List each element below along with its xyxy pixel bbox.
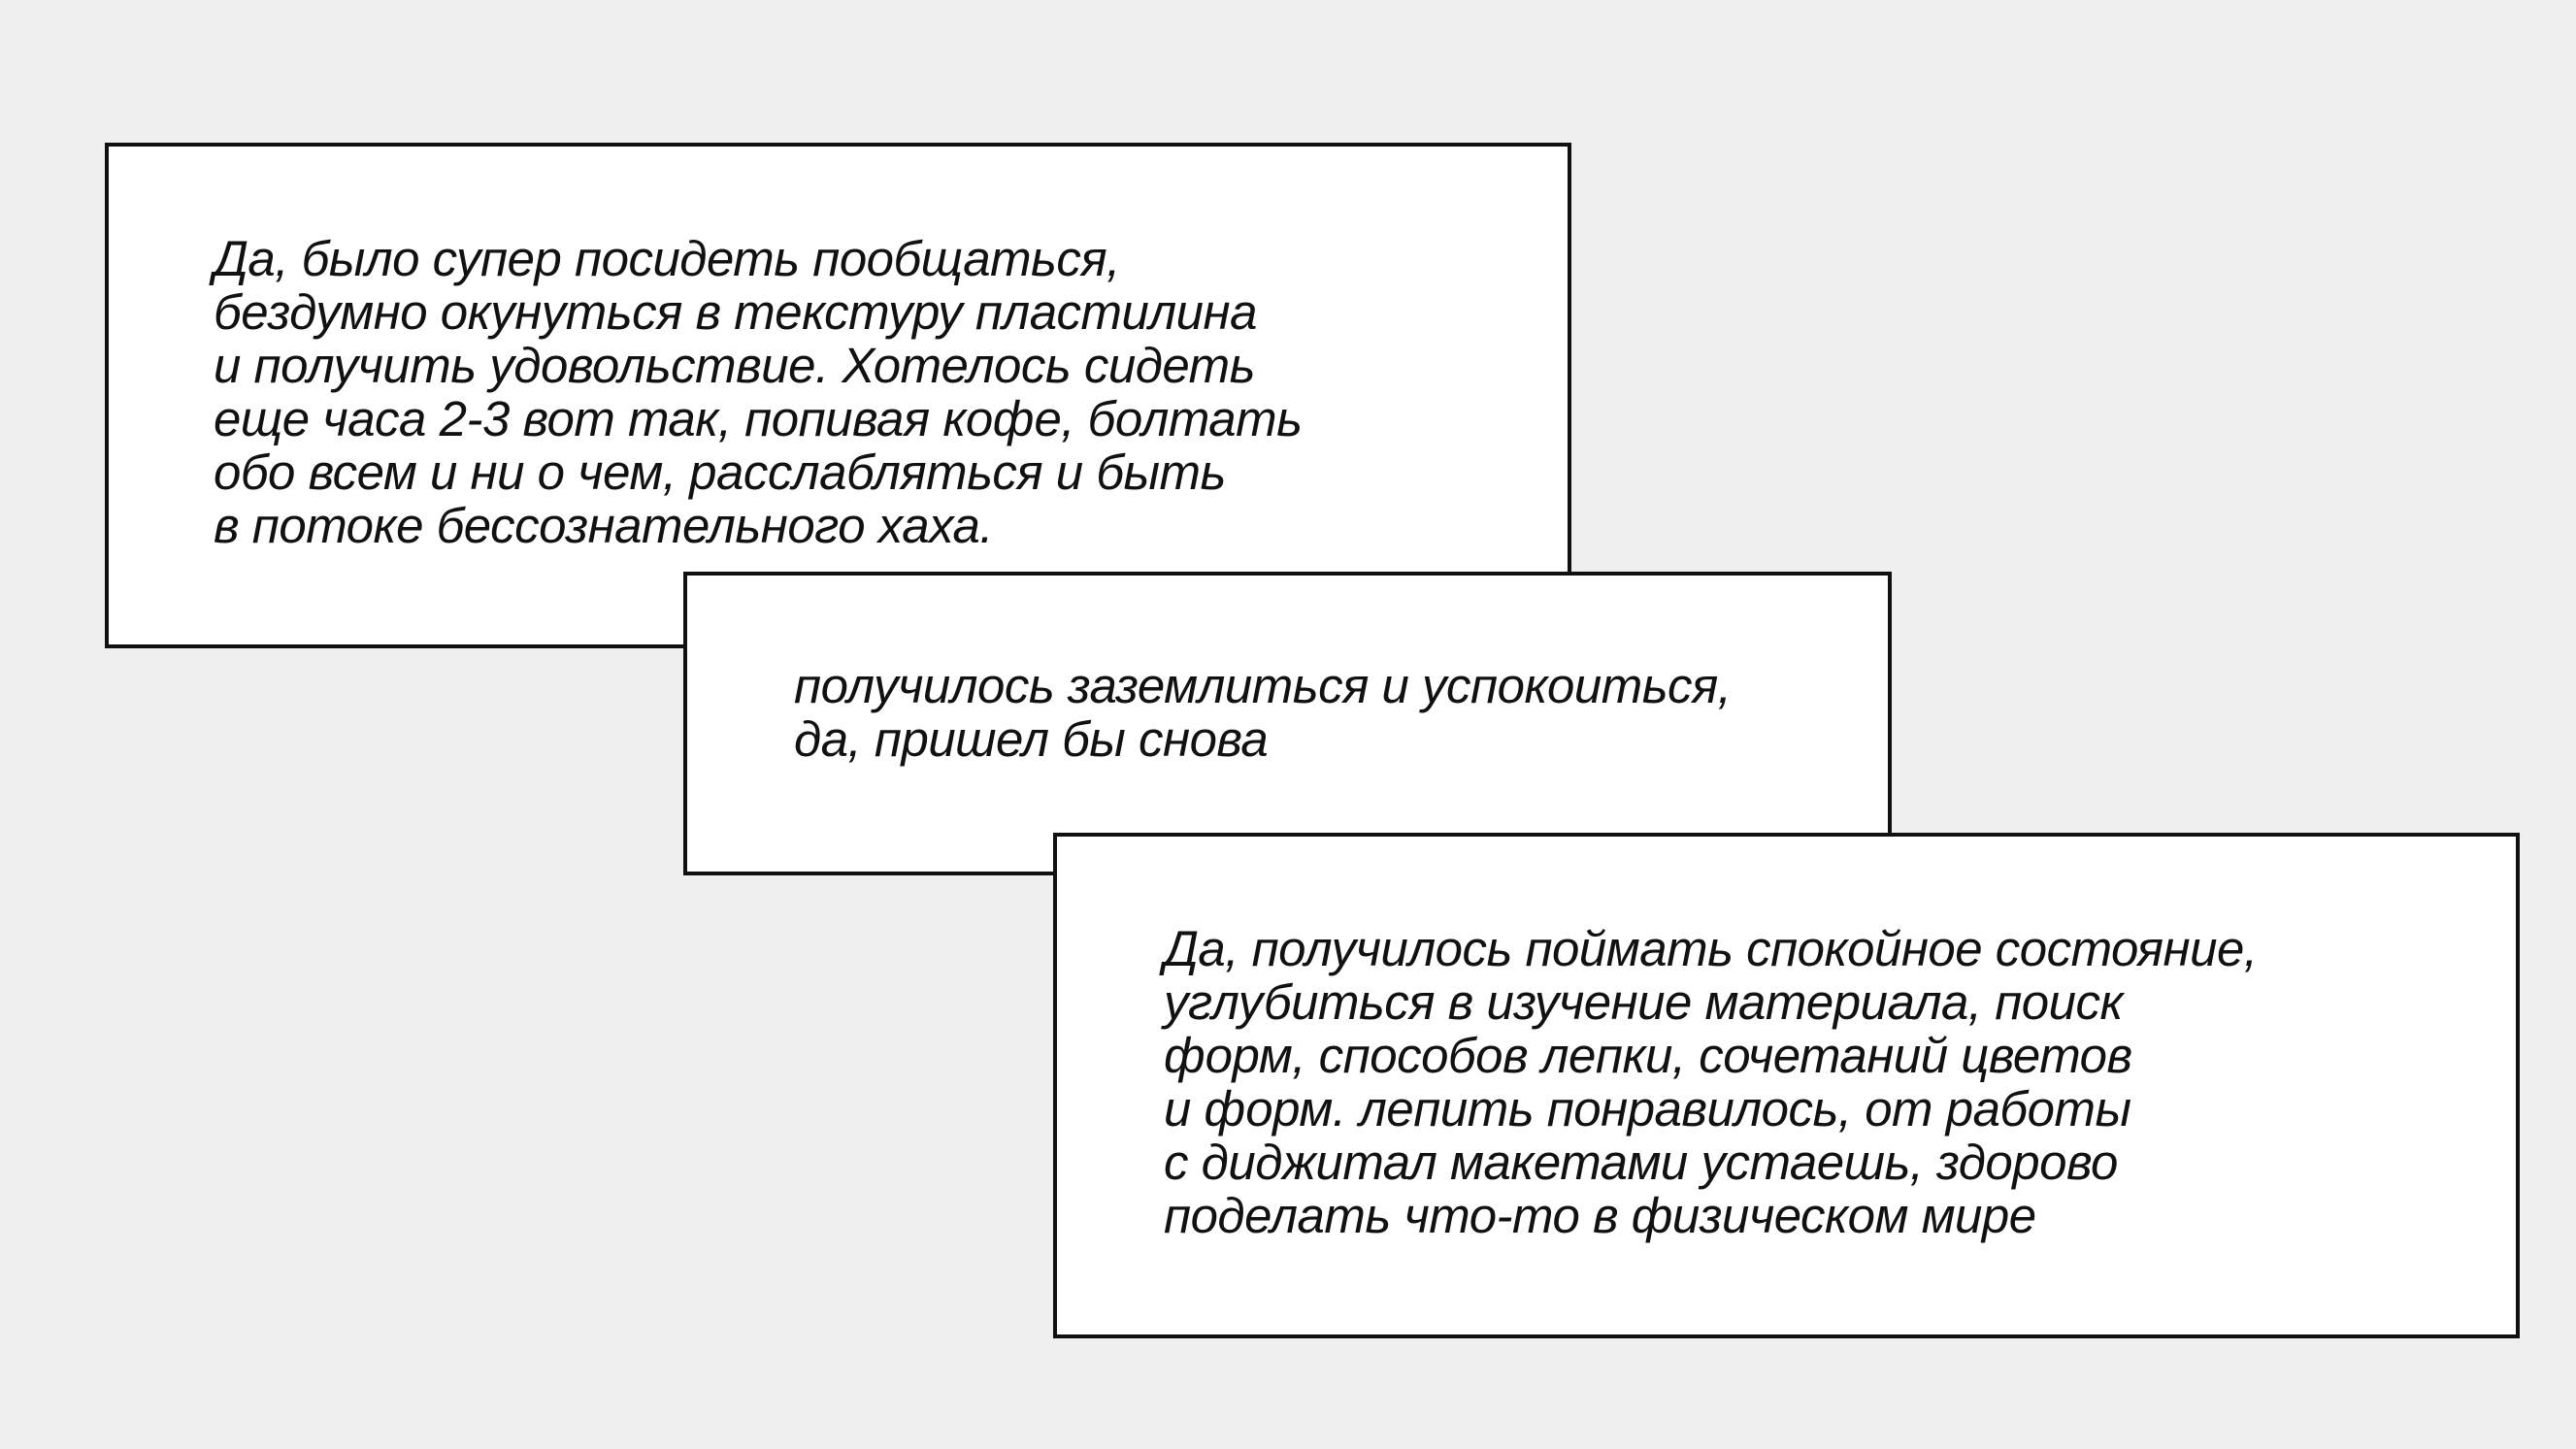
quote-line: Да, было супер посидеть пообщаться, bbox=[214, 231, 1120, 286]
quote-line: обо всем и ни о чем, расслабляться и быть bbox=[214, 445, 1226, 500]
quote-line: и форм. лепить понравилось, от работы bbox=[1164, 1081, 2131, 1136]
quote-card-2 bbox=[683, 572, 1892, 875]
quote-card-3 bbox=[1053, 833, 2520, 1338]
quote-line: Да, получилось поймать спокойное состояние, bbox=[1164, 921, 2258, 976]
quote-line: углубиться в изучение материала, поиск bbox=[1164, 974, 2124, 1030]
quote-line: с диджитал макетами устаешь, здорово bbox=[1164, 1135, 2118, 1190]
quote-line: еще часа 2-3 вот так, попивая кофе, болтать bbox=[214, 391, 1303, 446]
quote-line: поделать что-то в физическом мире bbox=[1164, 1188, 2036, 1243]
quote-text bbox=[794, 659, 1731, 766]
quote-line: форм, способов лепки, сочетаний цветов bbox=[1164, 1028, 2132, 1083]
quote-line: и получить удовольствие. Хотелось сидеть bbox=[214, 338, 1255, 393]
quote-line: в потоке бессознательного хаха. bbox=[214, 498, 994, 553]
quote-line: бездумно окунуться в текстуру пластилина bbox=[214, 284, 1257, 340]
quote-text bbox=[214, 232, 1302, 552]
quote-line: да, пришел бы снова bbox=[794, 711, 1269, 767]
quote-line: получилось заземлиться и успокоиться, bbox=[794, 658, 1732, 713]
quote-text bbox=[1164, 922, 2258, 1242]
